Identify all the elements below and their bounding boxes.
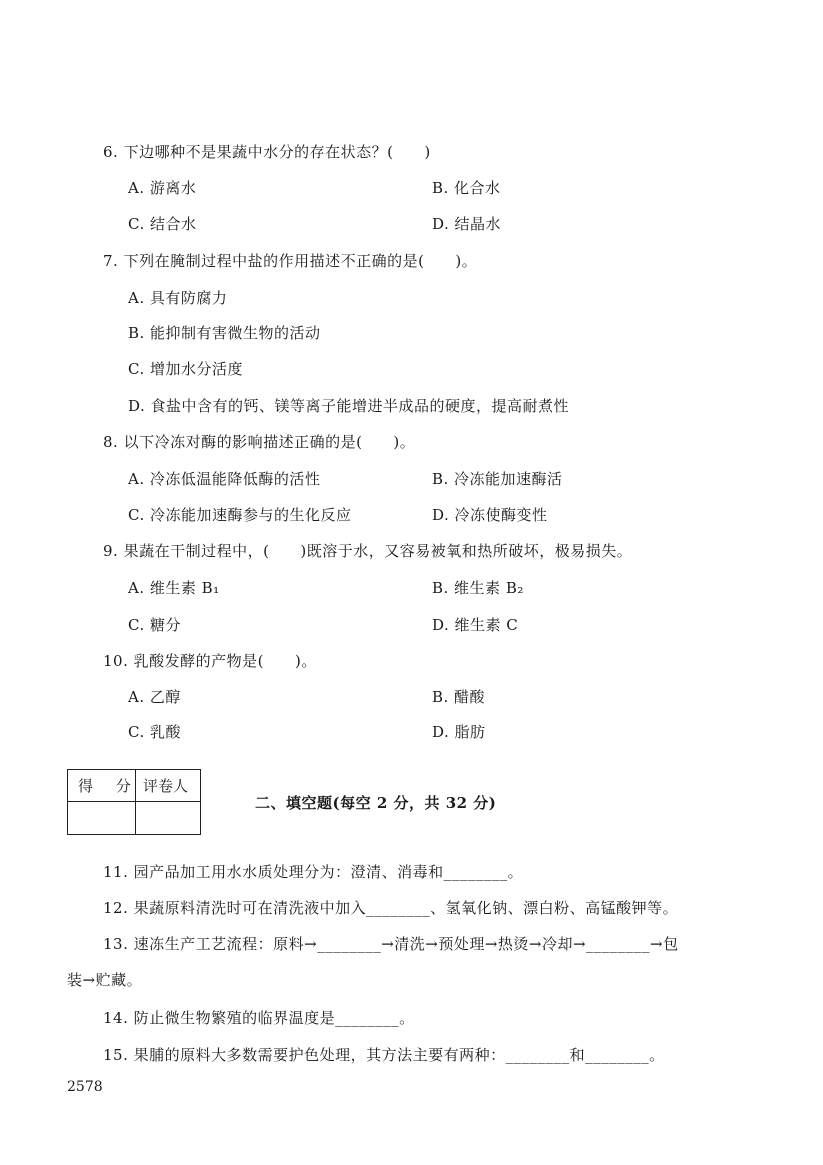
question-10-stem: 10. 乳酸发酵的产物是( )。 [103, 652, 317, 670]
question-9-option-b: B. 维生素 B₂ [432, 579, 524, 597]
fill-question-13-continued: 装→贮藏。 [67, 971, 143, 989]
score-table-divider-horizontal [68, 801, 200, 802]
question-6-option-c: C. 结合水 [128, 215, 197, 233]
question-9-option-a: A. 维生素 B₁ [128, 579, 220, 597]
question-7-option-b: B. 能抑制有害微生物的活动 [128, 324, 321, 342]
fill-question-13: 13. 速冻生产工艺流程：原料→________→清洗→预处理→热烫→冷却→________→包 [103, 935, 679, 953]
score-label: 得 分 [78, 777, 140, 795]
fill-question-12: 12. 果蔬原料清洗时可在清洗液中加入________、氢氧化钠、漂白粉、高锰酸钾等。 [103, 899, 679, 917]
fill-question-14: 14. 防止微生物繁殖的临界温度是________。 [103, 1009, 415, 1027]
question-8-option-b: B. 冷冻能加速酶活 [432, 470, 563, 488]
question-7-option-a: A. 具有防腐力 [128, 289, 228, 307]
question-6-stem: 6. 下边哪种不是果蔬中水分的存在状态？( ) [103, 143, 431, 161]
section-title: 二、填空题(每空 2 分，共 32 分) [255, 794, 497, 812]
fill-question-15: 15. 果脯的原料大多数需要护色处理，其方法主要有两种：________和________。 [103, 1046, 665, 1064]
question-6-option-b: B. 化合水 [432, 179, 501, 197]
question-8-stem: 8. 以下冷冻对酶的影响描述正确的是( )。 [103, 433, 416, 451]
score-table [67, 769, 201, 835]
question-9-option-d: D. 维生素 C [432, 616, 519, 634]
question-7-option-c: C. 增加水分活度 [128, 360, 243, 378]
question-10-option-a: A. 乙醇 [128, 688, 181, 706]
question-6-option-d: D. 结晶水 [432, 215, 502, 233]
page-number: 2578 [67, 1079, 103, 1095]
fill-question-11: 11. 园产品加工用水水质处理分为：澄清、消毒和________。 [103, 863, 524, 881]
question-6-option-a: A. 游离水 [128, 179, 197, 197]
question-8-option-d: D. 冷冻使酶变性 [432, 506, 548, 524]
question-10-option-b: B. 醋酸 [432, 688, 486, 706]
question-7-option-d: D. 食盐中含有的钙、镁等离子能增进半成品的硬度，提高耐煮性 [128, 397, 570, 415]
question-10-option-d: D. 脂肪 [432, 723, 486, 741]
grader-label: 评卷人 [143, 777, 189, 795]
question-7-stem: 7. 下列在腌制过程中盐的作用描述不正确的是( )。 [103, 252, 478, 270]
question-10-option-c: C. 乳酸 [128, 723, 181, 741]
question-9-option-c: C. 糖分 [128, 616, 181, 634]
question-9-stem: 9. 果蔬在干制过程中，( )既溶于水，又容易被氧和热所破坏，极易损失。 [103, 542, 633, 560]
question-8-option-a: A. 冷冻低温能降低酶的活性 [128, 470, 321, 488]
question-8-option-c: C. 冷冻能加速酶参与的生化反应 [128, 506, 352, 524]
